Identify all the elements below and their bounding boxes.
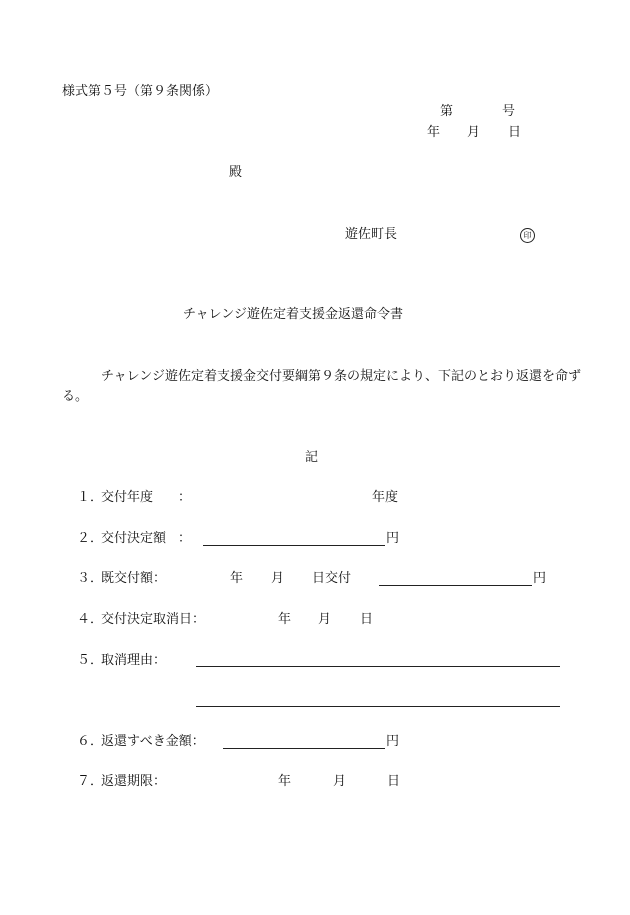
item3-number: ３． [77,571,104,586]
date-year: 年 [427,125,441,140]
item3-label: 既交付額： [101,571,167,586]
item7-day: 日 [387,774,401,789]
seal-icon: 印 [520,228,535,243]
item4-month: 月 [318,612,332,627]
doc-number-go: 号 [502,104,516,119]
doc-number-dai: 第 [440,104,454,119]
item2-suffix: 円 [386,531,400,546]
doc-title: チャレンジ遊佐定着支援金返還命令書 [183,307,403,322]
item4-day: 日 [360,612,374,627]
item4-year: 年 [278,612,292,627]
item5-reason-line-2[interactable] [196,706,560,707]
item3-amount-field[interactable] [379,585,532,586]
item6-suffix: 円 [386,734,400,749]
item5-label: 取消理由： [101,653,167,668]
item7-label: 返還期限： [101,774,167,789]
issuer-title: 遊佐町長 [345,227,398,242]
item1-label: 交付年度 [101,490,154,505]
addressee-suffix: 殿 [229,165,243,180]
item3-suffix: 円 [533,571,547,586]
item6-label: 返還すべき金額： [101,734,205,749]
item7-month: 月 [333,774,347,789]
item7-year: 年 [278,774,292,789]
item3-day: 日交付 [312,571,352,586]
item6-number: ６． [77,734,104,749]
date-day: 日 [508,125,522,140]
item2-amount-field[interactable] [203,545,385,546]
item3-month: 月 [271,571,285,586]
item2-colon: ： [178,531,192,546]
item3-year: 年 [230,571,244,586]
item4-label: 交付決定取消日： [101,612,206,627]
item4-number: ４． [77,612,104,627]
item5-reason-line-1[interactable] [196,666,560,667]
item6-amount-field[interactable] [223,748,385,749]
date-month: 月 [467,125,481,140]
item2-label: 交付決定額 [101,531,167,546]
item2-number: ２． [77,531,104,546]
item1-colon: ： [178,490,192,505]
item7-number: ７． [77,774,104,789]
item1-number: １． [77,490,104,505]
item1-suffix: 年度 [372,490,399,505]
body-paragraph: チャレンジ遊佐定着支援金交付要綱第９条の規定により、下記のとおり返還を命ずる。 [62,369,581,404]
form-label: 様式第５号（第９条関係） [62,84,219,99]
ki-label: 記 [305,450,319,465]
item5-number: ５． [77,653,104,668]
